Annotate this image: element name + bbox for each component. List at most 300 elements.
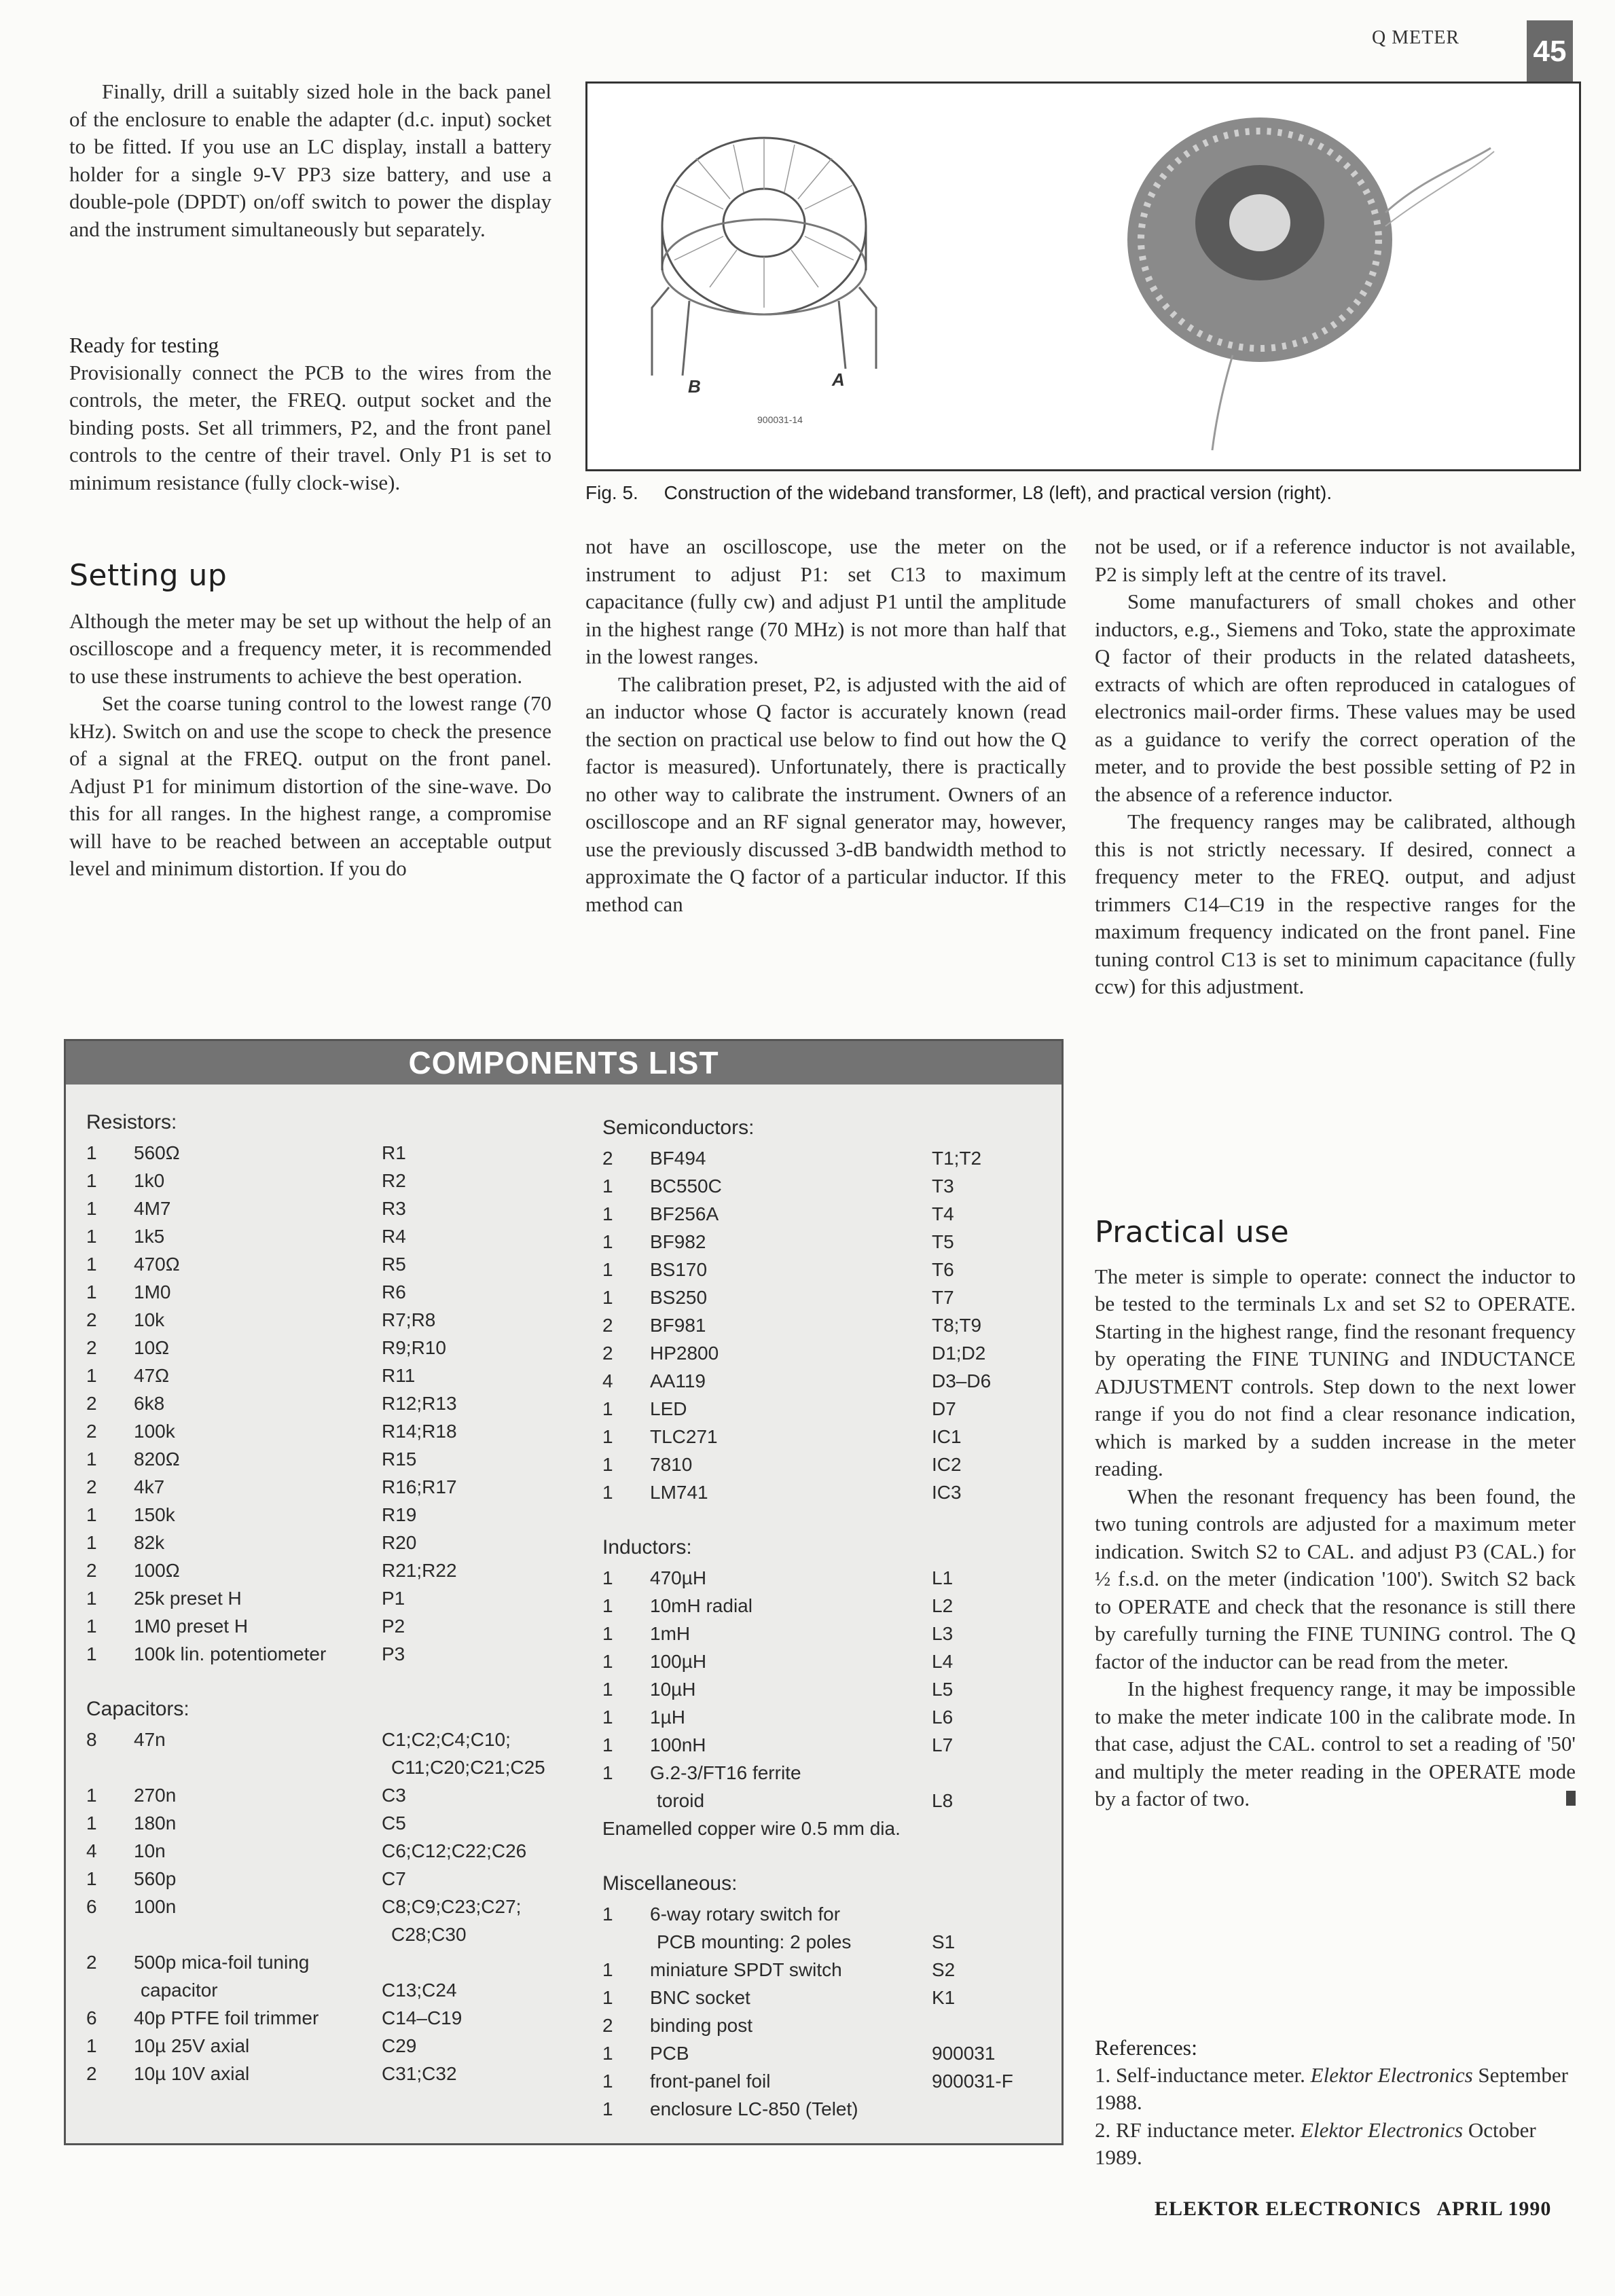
component-group-title: Resistors:: [86, 1111, 177, 1133]
component-row: [602, 1256, 1037, 1283]
component-qty: 1: [86, 1588, 97, 1609]
component-ref: K1: [932, 1987, 956, 2008]
component-value: 10k: [134, 1309, 165, 1330]
column-2-paragraph-1: not have an oscilloscope, use the meter on the instrument to adjust P1: set C13 to maximum capacitance (fully cw) and adjust P1 until the amplitude in the highest range (70 MHz) is not more than half that in the lowest ranges.: [585, 534, 1066, 668]
component-qty: 1: [602, 1454, 613, 1475]
component-qty: 1: [602, 1903, 613, 1925]
component-value-continued: toroid: [657, 1790, 705, 1811]
component-row: [602, 1900, 1037, 1928]
component-value: BF982: [650, 1231, 706, 1252]
component-ref: P1: [382, 1588, 405, 1609]
component-qty-blank: [86, 1920, 134, 1948]
component-ref: C7: [382, 1868, 406, 1889]
component-qty: 1: [602, 1482, 613, 1503]
reference-number: 1.: [1095, 2062, 1111, 2087]
component-qty: 1: [602, 2071, 613, 2092]
component-value: 1M0 preset H: [134, 1616, 249, 1637]
component-qty: 2: [86, 1421, 97, 1442]
figure-caption-number: Fig. 5.: [585, 482, 638, 503]
component-value: 25k preset H: [134, 1588, 242, 1609]
component-qty: 2: [602, 1315, 613, 1336]
component-value: 470Ω: [134, 1254, 180, 1275]
component-qty-blank: [86, 1976, 134, 2004]
component-value: G.2-3/FT16 ferrite: [650, 1762, 801, 1783]
component-ref: C3: [382, 1785, 406, 1806]
reference-date: September 1988.: [1095, 2062, 1568, 2114]
component-value: front-panel foil: [650, 2071, 771, 2092]
component-row: [602, 1339, 1037, 1367]
component-qty: 4: [602, 1370, 613, 1391]
reference-journal: Elektor Electronics: [1310, 2062, 1473, 2087]
component-row: [86, 1865, 575, 1893]
column-2-paragraph-2: The calibration preset, P2, is adjusted with the aid of an inductor whose Q factor is accurately known (read the section on practical use below to find out how the Q factor is measured). Unfortunately, there is practically no other way to calibrate the instrument. Owners of an oscilloscope and an RF signal generator may, however, use the previously discussed 3-dB bandwidth method to approximate the Q factor of a particular inductor. If this method can: [585, 672, 1066, 916]
component-row: [602, 1228, 1037, 1256]
component-row: [86, 2004, 575, 2032]
component-qty: 1: [602, 1679, 613, 1700]
components-left-column: [86, 1109, 575, 2088]
figure-caption: [585, 482, 1332, 504]
component-row: [86, 1948, 575, 1976]
component-row: [602, 1172, 1037, 1200]
component-value: 10n: [134, 1840, 166, 1861]
component-ref: R12;R13: [382, 1393, 457, 1414]
component-row: [86, 1556, 575, 1584]
component-value: 6k8: [134, 1393, 165, 1414]
component-value: 10Ω: [134, 1337, 170, 1358]
component-ref: R21;R22: [382, 1560, 457, 1581]
column-3-paragraph-3: The frequency ranges may be calibrated, although this is not strictly necessary. If desired, connect a frequency meter to the FREQ. output, and adjust trimmers C14–C19 in the respective ranges for the maximum frequency indicated on the front panel. Fine tuning control C13 is set to minimum capacitance (fully ccw) for this adjustment.: [1095, 809, 1576, 998]
setting-up-section: [69, 558, 551, 883]
page-footer: [1155, 2198, 1551, 2221]
component-value: TLC271: [650, 1426, 718, 1447]
component-group-note: Enamelled copper wire 0.5 mm dia.: [602, 1818, 901, 1839]
component-qty: 1: [602, 1987, 613, 2008]
component-qty: 6: [86, 2007, 97, 2028]
component-ref: L3: [932, 1623, 954, 1644]
component-row: [86, 1334, 575, 1362]
component-ref: R2: [382, 1170, 406, 1191]
component-value-continued: [134, 1753, 382, 1781]
component-row: [86, 2060, 575, 2088]
component-qty: 1: [86, 1281, 97, 1302]
component-value: 82k: [134, 1532, 165, 1553]
component-ref: T3: [932, 1176, 954, 1197]
component-row: [602, 1984, 1037, 2011]
component-qty: 1: [602, 1231, 613, 1252]
component-value: LM741: [650, 1482, 708, 1503]
component-row-continuation: [86, 1753, 575, 1781]
component-qty: 1: [602, 1762, 613, 1783]
component-ref-continued: L8: [932, 1790, 954, 1811]
references-section: [1095, 2034, 1576, 2172]
component-ref: D7: [932, 1398, 956, 1419]
component-qty: 1: [86, 1170, 97, 1191]
figure-caption-text: Construction of the wideband transformer, L8 (left), and practical version (right).: [664, 482, 1332, 503]
reference-title: RF inductance meter.: [1116, 2117, 1296, 2142]
component-ref: T5: [932, 1231, 954, 1252]
component-row: [602, 1478, 1037, 1506]
component-value: binding post: [650, 2015, 753, 2036]
component-qty: 6: [86, 1896, 97, 1917]
column-3: [1095, 533, 1576, 1001]
component-ref: T4: [932, 1203, 954, 1224]
reference-item: [1095, 2062, 1576, 2117]
component-qty: 1: [602, 1567, 613, 1588]
component-ref: T6: [932, 1259, 954, 1280]
toroid-drawing-icon: [652, 138, 876, 376]
component-qty: 1: [86, 1643, 97, 1664]
reference-date: October 1989.: [1095, 2117, 1536, 2169]
component-qty: 2: [86, 1337, 97, 1358]
component-ref: L4: [932, 1651, 954, 1672]
component-ref: D1;D2: [932, 1343, 986, 1364]
component-value: BNC socket: [650, 1987, 750, 2008]
component-row: [602, 1759, 1037, 1787]
component-row: [86, 1809, 575, 1837]
component-row: [86, 1445, 575, 1473]
component-value: 1mH: [650, 1623, 691, 1644]
component-ref: 900031-F: [932, 2071, 1013, 2092]
component-value: 500p mica-foil tuning: [134, 1952, 310, 1973]
component-ref: C29: [382, 2035, 417, 2056]
component-qty: 1: [602, 1398, 613, 1419]
component-value: BF494: [650, 1148, 706, 1169]
component-qty: 4: [86, 1840, 97, 1861]
component-row: [86, 1278, 575, 1306]
component-qty: 1: [86, 1785, 97, 1806]
component-ref: R19: [382, 1504, 417, 1525]
component-row: [602, 1451, 1037, 1478]
component-row: [602, 1144, 1037, 1172]
component-value: HP2800: [650, 1343, 719, 1364]
component-value: 270n: [134, 1785, 177, 1806]
component-ref: D3–D6: [932, 1370, 992, 1391]
column-3-paragraph-1: not be used, or if a reference inductor is not available, P2 is simply left at the centre of its travel.: [1095, 534, 1576, 586]
component-qty: 1: [86, 1868, 97, 1889]
component-ref: 900031: [932, 2043, 996, 2064]
component-ref: R1: [382, 1142, 406, 1163]
components-list-title: COMPONENTS LIST: [66, 1041, 1061, 1085]
component-value: 100nH: [650, 1734, 706, 1755]
component-ref: L7: [932, 1734, 954, 1755]
setting-up-paragraph-1: Although the meter may be set up without the help of an oscilloscope and a frequency meter, it is recommended to use these instruments to achieve the best operation.: [69, 608, 551, 688]
component-row: [86, 1501, 575, 1529]
component-row: [86, 1837, 575, 1865]
toroid-photo-icon: [1127, 117, 1494, 450]
component-value: 4k7: [134, 1476, 165, 1497]
running-head: Q METER: [1372, 27, 1460, 48]
component-ref-continued: S1: [932, 1931, 956, 1952]
ready-for-testing-heading: Ready for testing: [69, 333, 219, 357]
group-spacer: [602, 1506, 1037, 1534]
component-row: [86, 1195, 575, 1222]
component-ref: L6: [932, 1707, 954, 1728]
component-value: 10mH radial: [650, 1595, 752, 1616]
component-row: [86, 1139, 575, 1167]
figure-label-b: B: [688, 376, 701, 397]
component-qty: 1: [86, 1448, 97, 1470]
component-value: 100µH: [650, 1651, 707, 1672]
component-row-continuation: [602, 1928, 1037, 1956]
references-heading: References:: [1095, 2035, 1198, 2060]
component-value-continued: capacitor: [141, 1980, 218, 2001]
page-number-badge: 45: [1527, 20, 1573, 83]
component-qty: 2: [86, 2063, 97, 2084]
component-ref: C14–C19: [382, 2007, 462, 2028]
component-row: [602, 1675, 1037, 1703]
component-qty: 1: [602, 1734, 613, 1755]
component-row: [602, 2067, 1037, 2095]
component-ref: R9;R10: [382, 1337, 446, 1358]
component-value: 100k lin. potentiometer: [134, 1643, 327, 1664]
component-value: 6-way rotary switch for: [650, 1903, 841, 1925]
component-row: [86, 1529, 575, 1556]
component-row: [602, 1283, 1037, 1311]
component-ref: C1;C2;C4;C10;: [382, 1729, 511, 1750]
component-qty-blank: [602, 1928, 650, 1956]
component-value: 180n: [134, 1812, 177, 1834]
component-row: [86, 1250, 575, 1278]
component-value: 10µ 25V axial: [134, 2035, 250, 2056]
component-group-title: Inductors:: [602, 1536, 692, 1559]
component-group-title: Capacitors:: [86, 1698, 189, 1720]
component-group-title: Semiconductors:: [602, 1116, 755, 1139]
component-qty: 2: [86, 1560, 97, 1581]
component-row: [86, 1893, 575, 1920]
component-value: BF981: [650, 1315, 706, 1336]
group-spacer: [86, 1668, 575, 1696]
component-value: AA119: [650, 1370, 706, 1391]
component-row: [602, 1956, 1037, 1984]
component-value: 10µ 10V axial: [134, 2063, 250, 2084]
figure-drawing-code: 900031-14: [757, 414, 803, 425]
figure-5: [585, 81, 1581, 471]
footer-issue: APRIL 1990: [1436, 2198, 1552, 2220]
component-value: 1M0: [134, 1281, 171, 1302]
practical-use-paragraph-2: When the resonant frequency has been found, the two tuning controls are adjusted for a maximum meter indication. Switch S2 to CAL. and adjust P3 (CAL.) for ½ f.s.d. on the meter (indication '100'). Switch S2 back to OPERATE and check that the resonance is still there by carefully turning the FINE TUNING control. The Q factor of the inductor can be read from the meter.: [1095, 1484, 1576, 1673]
component-value: 100k: [134, 1421, 175, 1442]
toroid-illustrations: [587, 84, 1579, 469]
component-value: 10µH: [650, 1679, 696, 1700]
component-qty: 2: [86, 1476, 97, 1497]
component-value: 560Ω: [134, 1142, 180, 1163]
component-value: miniature SPDT switch: [650, 1959, 842, 1980]
component-qty: 1: [602, 1287, 613, 1308]
component-value: BS170: [650, 1259, 708, 1280]
component-qty: 1: [602, 1259, 613, 1280]
reference-title: Self-inductance meter.: [1116, 2062, 1305, 2087]
component-ref: R20: [382, 1532, 417, 1553]
component-qty: 1: [86, 1365, 97, 1386]
reference-item: [1095, 2117, 1576, 2172]
intro-paragraph-block: [69, 78, 551, 243]
reference-journal: Elektor Electronics: [1301, 2117, 1464, 2142]
component-row: [86, 1306, 575, 1334]
setting-up-heading: Setting up: [69, 558, 228, 593]
component-value: 100n: [134, 1896, 177, 1917]
component-value: 150k: [134, 1504, 175, 1525]
component-row: [602, 1367, 1037, 1395]
component-qty-blank: [86, 1753, 134, 1781]
component-row-continuation: [602, 1787, 1037, 1815]
component-row: [86, 1222, 575, 1250]
component-ref: IC1: [932, 1426, 962, 1447]
component-qty: 1: [602, 1959, 613, 1980]
component-row: [86, 1584, 575, 1612]
component-qty: 1: [86, 1812, 97, 1834]
component-row: [86, 1473, 575, 1501]
component-value: 560p: [134, 1868, 177, 1889]
component-qty: 1: [602, 1176, 613, 1197]
component-row: [602, 1311, 1037, 1339]
component-ref: T7: [932, 1287, 954, 1308]
component-row: [602, 1423, 1037, 1451]
component-row: [86, 1726, 575, 1753]
ready-for-testing-section: [69, 331, 551, 496]
component-qty: 1: [602, 1595, 613, 1616]
component-row: [86, 1362, 575, 1389]
component-row: [86, 1640, 575, 1668]
component-ref-continued: C11;C20;C21;C25: [391, 1757, 545, 1778]
component-ref: IC3: [932, 1482, 962, 1503]
component-ref: S2: [932, 1959, 956, 1980]
component-value-continued: [134, 1920, 382, 1948]
component-qty: 1: [602, 1426, 613, 1447]
component-row-continuation: [86, 1920, 575, 1948]
component-row: [602, 2039, 1037, 2067]
practical-use-heading: Practical use: [1095, 1215, 1290, 1250]
reference-number: 2.: [1095, 2117, 1111, 2142]
component-qty: 2: [86, 1309, 97, 1330]
intro-paragraph: Finally, drill a suitably sized hole in the back panel of the enclosure to enable the adapter (d.c. input) socket to be fitted. If you use an LC display, install a battery holder for a single 9-V PP3 size battery, and use a double-pole (DPDT) on/off switch to power the display and the instrument simultaneously but separately.: [69, 79, 551, 241]
component-qty: 1: [602, 2043, 613, 2064]
component-value: 47n: [134, 1729, 166, 1750]
column-2: [585, 533, 1066, 918]
component-qty: 1: [86, 2035, 97, 2056]
component-row: [602, 1200, 1037, 1228]
component-qty: 1: [602, 1651, 613, 1672]
component-value: BC550C: [650, 1176, 722, 1197]
components-right-column: [602, 1114, 1037, 2123]
component-ref: R4: [382, 1226, 406, 1247]
component-group-title: Miscellaneous:: [602, 1872, 738, 1895]
component-ref: P3: [382, 1643, 405, 1664]
component-qty: 1: [602, 1623, 613, 1644]
component-qty: 1: [86, 1532, 97, 1553]
component-value: 7810: [650, 1454, 693, 1475]
component-row: [602, 2011, 1037, 2039]
practical-use-paragraph-1: The meter is simple to operate: connect the inductor to be tested to the terminals Lx and set S2 to OPERATE. Starting in the highest range, find the resonant frequency by operating the FINE TUNING and INDUCTANCE ADJUSTMENT controls. Step down to the next lower range if you do not find a clear resonance indication, which is marked by a sudden increase in the meter reading.: [1095, 1264, 1576, 1480]
component-ref: L1: [932, 1567, 954, 1588]
component-qty: 2: [86, 1952, 97, 1973]
component-row: [86, 1781, 575, 1809]
component-qty: 2: [602, 1148, 613, 1169]
component-qty: 1: [602, 1707, 613, 1728]
column-3-paragraph-2: Some manufacturers of small chokes and other inductors, e.g., Siemens and Toko, state the approximate Q factor of their products in the related datasheets, extracts of which are often reproduced in catalogues of electronics mail-order firms. These values may be used as a guidance to verify the correct operation of the meter, and to provide the best possible setting of P2 in the absence of a reference inductor.: [1095, 589, 1576, 806]
component-ref: IC2: [932, 1454, 962, 1475]
component-ref: T8;T9: [932, 1315, 982, 1336]
component-row: [602, 1592, 1037, 1620]
component-row: [86, 1167, 575, 1195]
footer-publication: ELEKTOR ELECTRONICS: [1155, 2198, 1421, 2220]
component-ref: R14;R18: [382, 1421, 457, 1442]
component-value: LED: [650, 1398, 687, 1419]
component-value-continued: PCB mounting: 2 poles: [657, 1931, 852, 1952]
components-list-box: [64, 1039, 1064, 2145]
component-value: 100Ω: [134, 1560, 180, 1581]
component-value: PCB: [650, 2043, 689, 2064]
component-row: [86, 1389, 575, 1417]
component-qty: 1: [86, 1198, 97, 1219]
component-ref: R3: [382, 1198, 406, 1219]
component-row: [602, 1395, 1037, 1423]
component-value: 470µH: [650, 1567, 707, 1588]
component-ref: L5: [932, 1679, 954, 1700]
component-ref: P2: [382, 1616, 405, 1637]
component-qty: 1: [602, 2098, 613, 2119]
component-qty: 1: [86, 1254, 97, 1275]
practical-use-section: [1095, 1215, 1576, 1813]
component-row: [602, 2095, 1037, 2123]
component-qty-blank: [602, 1787, 650, 1815]
component-ref: C8;C9;C23;C27;: [382, 1896, 522, 1917]
component-value: 40p PTFE foil trimmer: [134, 2007, 319, 2028]
setting-up-paragraph-2: Set the coarse tuning control to the lowest range (70 kHz). Switch on and use the scope to check the presence of a signal at the FREQ. output on the front panel. Adjust P1 for minimum distortion of the sine-wave. Do this for all ranges. In the highest range, a compromise will have to be reached between an acceptable output level and minimum distortion. If you do: [69, 691, 551, 880]
practical-use-paragraph-3-text: In the highest frequency range, it may be impossible to make the meter indicate 100 in the calibrate mode. In that case, adjust the CAL. control to set a reading of '50' and multiply the meter reading in the OPERATE mode by a factor of two.: [1095, 1677, 1576, 1810]
component-qty: 1: [86, 1504, 97, 1525]
component-qty: 2: [602, 1343, 613, 1364]
component-qty: 1: [86, 1226, 97, 1247]
component-qty: 1: [86, 1142, 97, 1163]
component-row: [602, 1731, 1037, 1759]
component-ref: R15: [382, 1448, 417, 1470]
end-of-article-mark-icon: [1566, 1791, 1576, 1806]
component-ref: R5: [382, 1254, 406, 1275]
component-value: 1k5: [134, 1226, 165, 1247]
component-row: [602, 1647, 1037, 1675]
component-value: BS250: [650, 1287, 708, 1308]
component-ref: C5: [382, 1812, 406, 1834]
component-ref-continued: C28;C30: [391, 1924, 467, 1945]
component-ref: R11: [382, 1365, 416, 1386]
component-value: BF256A: [650, 1203, 719, 1224]
component-row: [602, 1703, 1037, 1731]
component-row: [86, 1612, 575, 1640]
component-ref: R6: [382, 1281, 406, 1302]
component-qty: 2: [86, 1393, 97, 1414]
component-value: 1k0: [134, 1170, 165, 1191]
group-spacer: [602, 1842, 1037, 1870]
component-row: [86, 2032, 575, 2060]
ready-for-testing-paragraph: Provisionally connect the PCB to the wires from the controls, the meter, the FREQ. output socket and the binding posts. Set all trimmers, P2, and the front panel controls to the centre of their travel. Only P1 is set to minimum resistance (fully clock-wise).: [69, 360, 551, 494]
component-ref: T1;T2: [932, 1148, 982, 1169]
component-value: 47Ω: [134, 1365, 170, 1386]
component-row: [602, 1620, 1037, 1647]
component-qty: 2: [602, 2015, 613, 2036]
component-qty: 1: [86, 1616, 97, 1637]
component-value: 1µH: [650, 1707, 685, 1728]
component-ref: C6;C12;C22;C26: [382, 1840, 527, 1861]
component-qty: 8: [86, 1729, 97, 1750]
practical-use-paragraph-3: [1095, 1675, 1576, 1813]
component-row: [86, 1417, 575, 1445]
component-qty: 1: [602, 1203, 613, 1224]
component-row-continuation: [86, 1976, 575, 2004]
component-ref: R7;R8: [382, 1309, 436, 1330]
component-value: enclosure LC-850 (Telet): [650, 2098, 858, 2119]
component-ref: L2: [932, 1595, 954, 1616]
component-ref-continued: C13;C24: [382, 1980, 457, 2001]
